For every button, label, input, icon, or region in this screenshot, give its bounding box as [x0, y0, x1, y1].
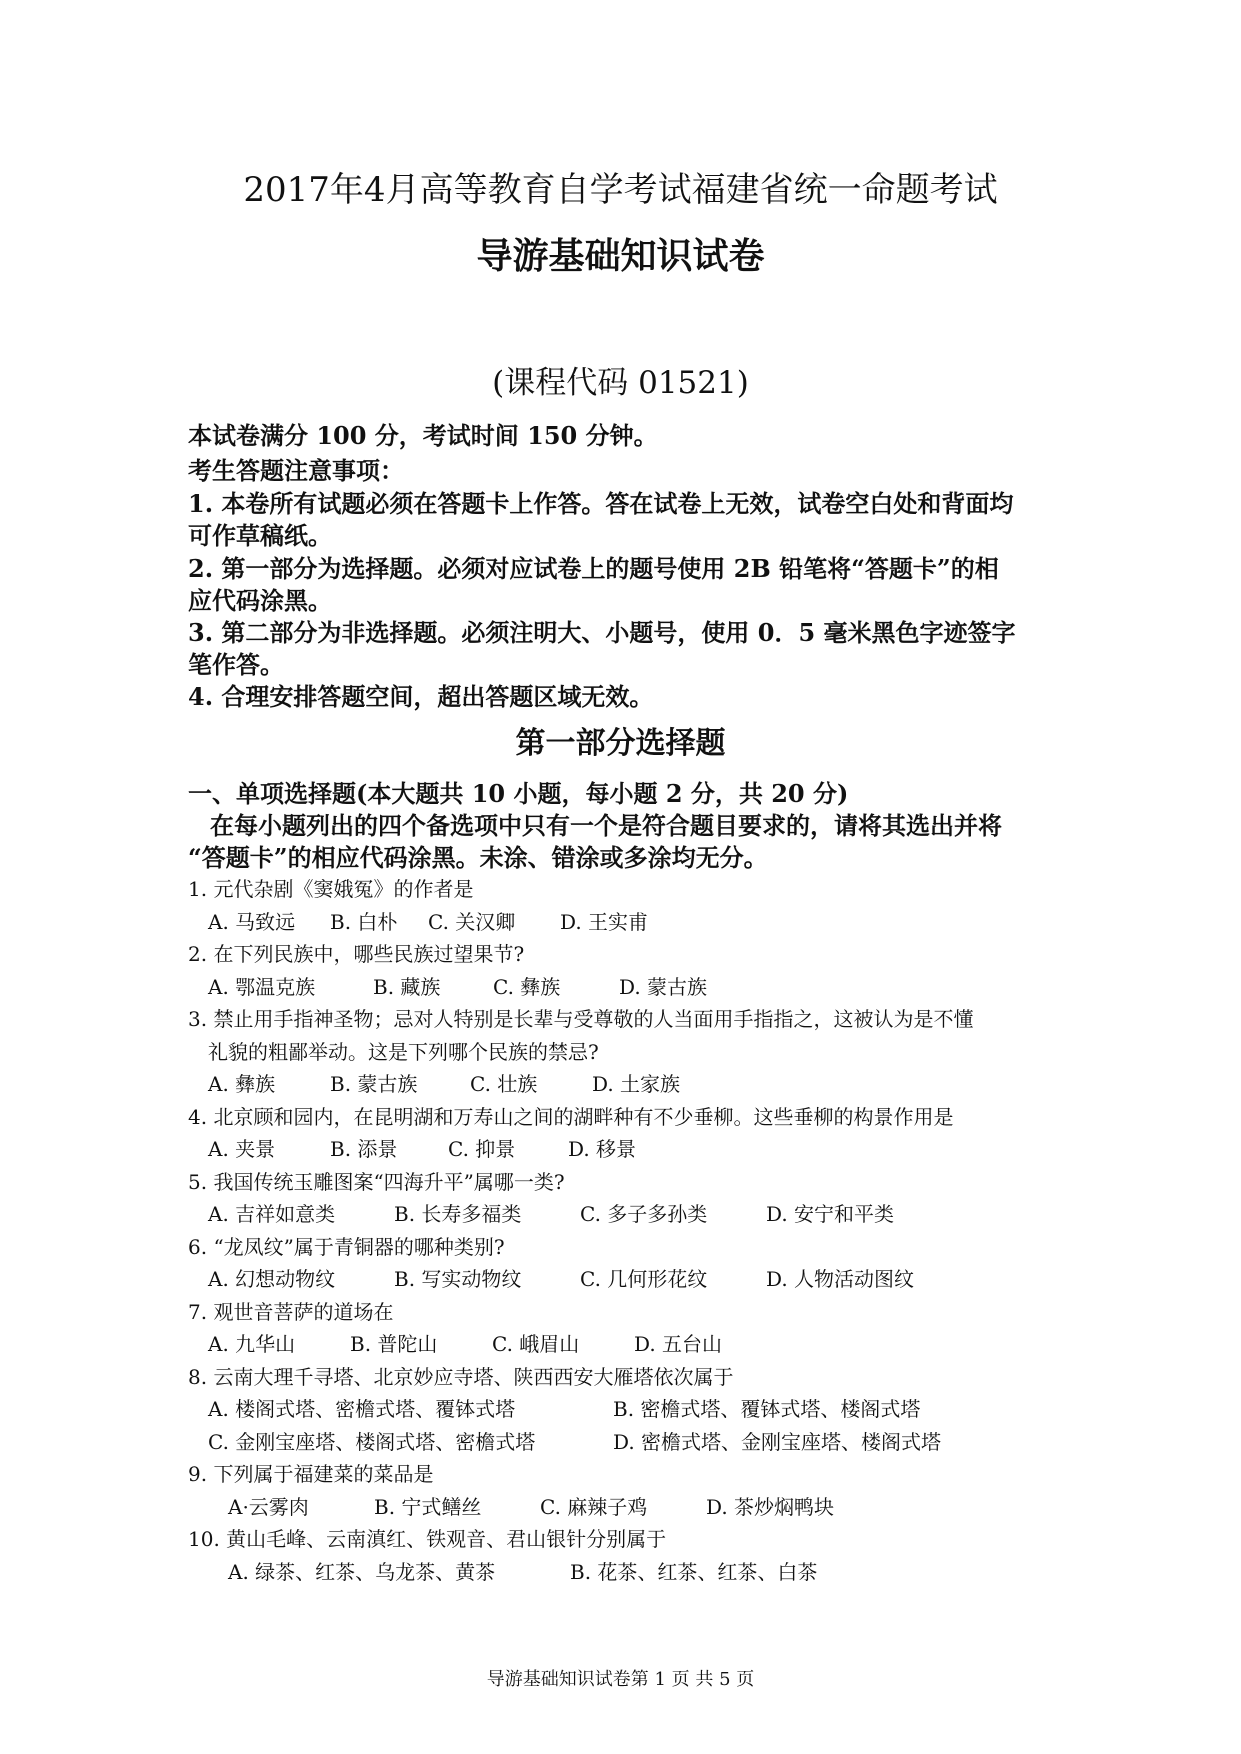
rule-3-line-b: 笔作答。 [188, 650, 284, 679]
question-10-stem: 10. 黄山毛峰、云南滇红、铁观音、君山银针分别属于 [188, 1527, 667, 1551]
option: D. 蒙古族 [619, 975, 708, 999]
question-6-stem: 6. “龙凤纹”属于青铜器的哪种类别? [188, 1235, 505, 1259]
rule-2-line-a: 2. 第一部分为选择题。必须对应试卷上的题号使用 2B 铅笔将“答题卡”的相 [188, 554, 999, 583]
option: C. 峨眉山 [492, 1332, 580, 1356]
course-code: (课程代码 01521) [492, 365, 749, 401]
option: A. 幻想动物纹 [208, 1267, 336, 1291]
question-6-options [208, 1263, 914, 1292]
question-1-options [208, 906, 648, 935]
page-footer: 导游基础知识试卷第 1 页 共 5 页 [486, 1669, 755, 1690]
option: C. 关汉卿 [428, 910, 516, 934]
option: C. 彝族 [493, 975, 561, 999]
exam-title: 2017年4月高等教育自学考试福建省统一命题考试 [243, 170, 998, 210]
question-3-stem: 3. 禁止用手指神圣物；忌对人特别是长辈与受尊敬的人当面用手指指之，这被认为是不懂 [188, 1007, 974, 1031]
score-line: 本试卷满分 100 分，考试时间 150 分钟。 [188, 421, 658, 450]
question-5-stem: 5. 我国传统玉雕图案“四海升平”属哪一类? [188, 1170, 565, 1194]
question-8-stem: 8. 云南大理千寻塔、北京妙应寺塔、陕西西安大雁塔依次属于 [188, 1365, 734, 1389]
option: A. 吉祥如意类 [208, 1202, 336, 1226]
section-desc-line-b: “答题卡”的相应代码涂黑。未涂、错涂或多涂均无分。 [188, 843, 768, 872]
rule-3-line-a: 3. 第二部分为非选择题。必须注明大、小题号，使用 0．5 毫米黑色字迹签字 [188, 618, 1016, 647]
option: B. 添景 [330, 1137, 398, 1161]
question-1-stem: 1. 元代杂剧《窦娥冤》的作者是 [188, 877, 474, 901]
option: B. 长寿多福类 [394, 1202, 522, 1226]
option: A. 楼阁式塔、密檐式塔、覆钵式塔 [208, 1397, 516, 1421]
option: C. 金刚宝座塔、楼阁式塔、密檐式塔 [208, 1430, 536, 1454]
option: B. 蒙古族 [330, 1072, 418, 1096]
option: D. 密檐式塔、金刚宝座塔、楼阁式塔 [613, 1430, 942, 1454]
option: C. 抑景 [448, 1137, 516, 1161]
question-8-options-row-1 [208, 1393, 920, 1422]
option: A. 马致远 [208, 910, 296, 934]
option: A. 彝族 [208, 1072, 276, 1096]
rule-1-line-a: 1. 本卷所有试题必须在答题卡上作答。答在试卷上无效，试卷空白处和背面均 [188, 489, 1014, 518]
option: B. 藏族 [373, 975, 441, 999]
question-9-options [228, 1491, 834, 1520]
rule-2-line-b: 应代码涂黑。 [188, 586, 332, 615]
option: B. 白朴 [330, 910, 398, 934]
question-4-stem: 4. 北京顾和园内，在昆明湖和万寿山之间的湖畔种有不少垂柳。这些垂柳的构景作用是 [188, 1105, 954, 1129]
option: D. 土家族 [592, 1072, 681, 1096]
option: D. 安宁和平类 [766, 1202, 895, 1226]
option: B. 写实动物纹 [394, 1267, 522, 1291]
option: C. 麻辣子鸡 [540, 1495, 648, 1519]
question-2-stem: 2. 在下列民族中，哪些民族过望果节? [188, 942, 525, 966]
option: D. 移景 [568, 1137, 637, 1161]
question-5-options [208, 1198, 894, 1227]
question-9-stem: 9. 下列属于福建菜的菜品是 [188, 1462, 434, 1486]
option: C. 壮族 [470, 1072, 538, 1096]
question-7-stem: 7. 观世音菩萨的道场在 [188, 1300, 394, 1324]
option: A·云雾肉 [228, 1495, 309, 1519]
question-10-options [228, 1556, 817, 1585]
section-desc-line-a: 在每小题列出的四个备选项中只有一个是符合题目要求的，请将其选出并将 [210, 811, 1002, 840]
question-4-options [208, 1133, 636, 1162]
option: C. 几何形花纹 [580, 1267, 708, 1291]
option: A. 夹景 [208, 1137, 276, 1161]
part-1-title: 第一部分选择题 [515, 726, 726, 761]
notice-title: 考生答题注意事项： [188, 456, 404, 485]
option: B. 密檐式塔、覆钵式塔、楼阁式塔 [613, 1397, 921, 1421]
option: D. 人物活动图纹 [766, 1267, 915, 1291]
option: A. 鄂温克族 [208, 975, 316, 999]
option: A. 九华山 [208, 1332, 296, 1356]
question-3-options [208, 1068, 680, 1097]
rule-1-line-b: 可作草稿纸。 [188, 521, 332, 550]
option: D. 王实甫 [560, 910, 649, 934]
section-heading: 一、单项选择题(本大题共 10 小题，每小题 2 分，共 20 分) [188, 779, 849, 808]
option: B. 宁式鳝丝 [374, 1495, 482, 1519]
option: A. 绿茶、红茶、乌龙茶、黄茶 [228, 1560, 496, 1584]
option: D. 茶炒焖鸭块 [706, 1495, 835, 1519]
option: B. 花茶、红茶、红茶、白茶 [570, 1560, 818, 1584]
question-2-options [208, 971, 707, 1000]
rule-4: 4. 合理安排答题空间，超出答题区域无效。 [188, 682, 654, 711]
option: D. 五台山 [634, 1332, 723, 1356]
question-3-stem-line-2: 礼貌的粗鄙举动。这是下列哪个民族的禁忌? [208, 1040, 599, 1064]
paper-title: 导游基础知识试卷 [476, 235, 765, 277]
question-8-options-row-2 [208, 1426, 941, 1455]
option: C. 多子多孙类 [580, 1202, 708, 1226]
option: B. 普陀山 [350, 1332, 438, 1356]
question-7-options [208, 1328, 722, 1357]
